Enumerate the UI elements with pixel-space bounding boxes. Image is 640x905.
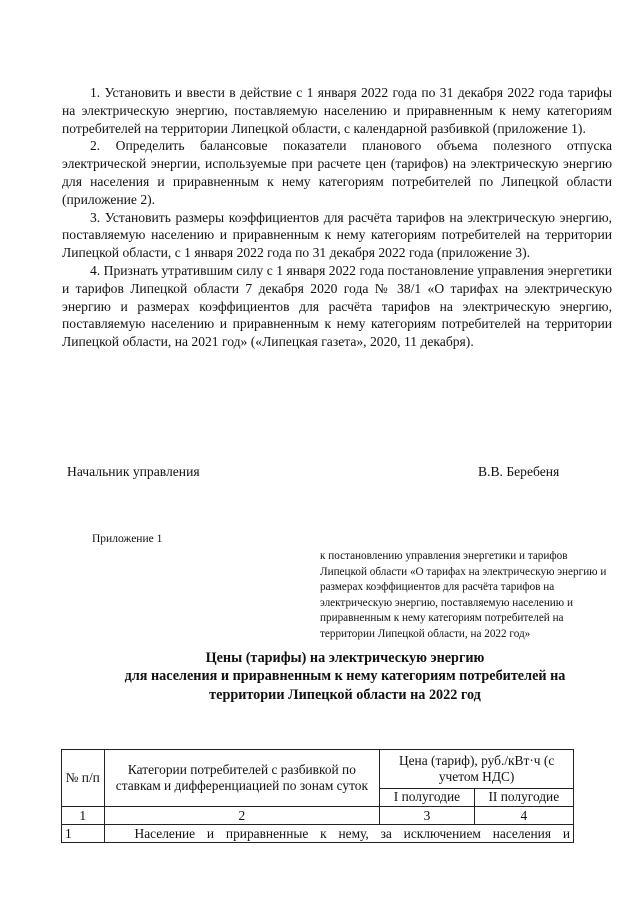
- paragraph-1: 1. Установить и ввести в действие с 1 января 2022 года по 31 декабря 2022 года тарифы на электрическую энергию, поставляемую населению и приравненным к нему категориям потребителей на территории Липецкой области, с календарной разбивкой (приложение 1).: [62, 85, 612, 136]
- column-number: 3: [380, 807, 474, 825]
- row-num: 1: [62, 825, 105, 843]
- header-half-1: I полугодие: [380, 788, 474, 806]
- column-number: 1: [62, 807, 105, 825]
- tariff-table: [61, 749, 574, 843]
- tariff-heading: [80, 649, 610, 704]
- column-number: 4: [474, 807, 573, 825]
- signer-title: Начальник управления: [67, 464, 200, 479]
- table-column-numbers-row: [62, 807, 574, 825]
- signer-name: В.В. Беребеня: [478, 464, 560, 479]
- paragraph-2: 2. Определить балансовые показатели планового объема полезного отпуска электрической энергии, используемые при расчете цен (тарифов) на электрическую энергию для населения и приравненным к нему категориям потребителей по Липецкой области (приложение 2).: [62, 138, 612, 207]
- heading-line-1: Цены (тарифы) на электрическую энергию: [205, 650, 485, 666]
- header-category: Категории потребителей с разбивкой по ставкам и дифференциацией по зонам суток: [104, 750, 380, 807]
- header-half-2: II полугодие: [474, 788, 573, 806]
- heading-line-3: территории Липецкой области на 2022 год: [209, 686, 481, 703]
- appendix-reference: к постановлению управления энергетики и тарифов Липецкой области «О тарифах на электрическую энергию и размерах коэффициентов для расчёта тарифов на электрическую энергию, поставляемую населению и приравненным к нему категориям потребителей на территории Липецкой области, на 2022 год»: [320, 550, 607, 640]
- column-number: 2: [104, 807, 380, 825]
- header-price: Цена (тариф), руб./кВт·ч (с учетом НДС): [380, 750, 574, 789]
- resolution-paragraphs: [62, 84, 612, 351]
- row-category: Население и приравненные к нему, за исключением населения и: [104, 825, 573, 843]
- appendix-label: Приложение 1: [92, 533, 163, 545]
- table-row: [62, 825, 574, 843]
- paragraph-3: 3. Установить размеры коэффициентов для расчёта тарифов на электрическую энергию, поставляемую населению и приравненным к нему категориям потребителей на территории Липецкой области, с 1 января 2022 года по 31 декабря 2022 года (приложение 3).: [62, 209, 612, 261]
- heading-line-2: для населения и приравненным к нему категориям потребителей на: [124, 668, 566, 685]
- header-num: № п/п: [62, 750, 105, 807]
- paragraph-4: 4. Признать утратившим силу с 1 января 2022 года постановление управления энергетики и тарифов Липецкой области 7 декабря 2020 года № 38/1 «О тарифах на электрическую энергию и размерах коэффициентов для расчёта тарифов на электрическую энергию, поставляемую населению и приравненным к нему категориям потребителей на территории Липецкой области, на 2021 год» («Липецкая газета», 2020, 11 декабря).: [62, 262, 612, 350]
- table-header-row: [62, 750, 574, 789]
